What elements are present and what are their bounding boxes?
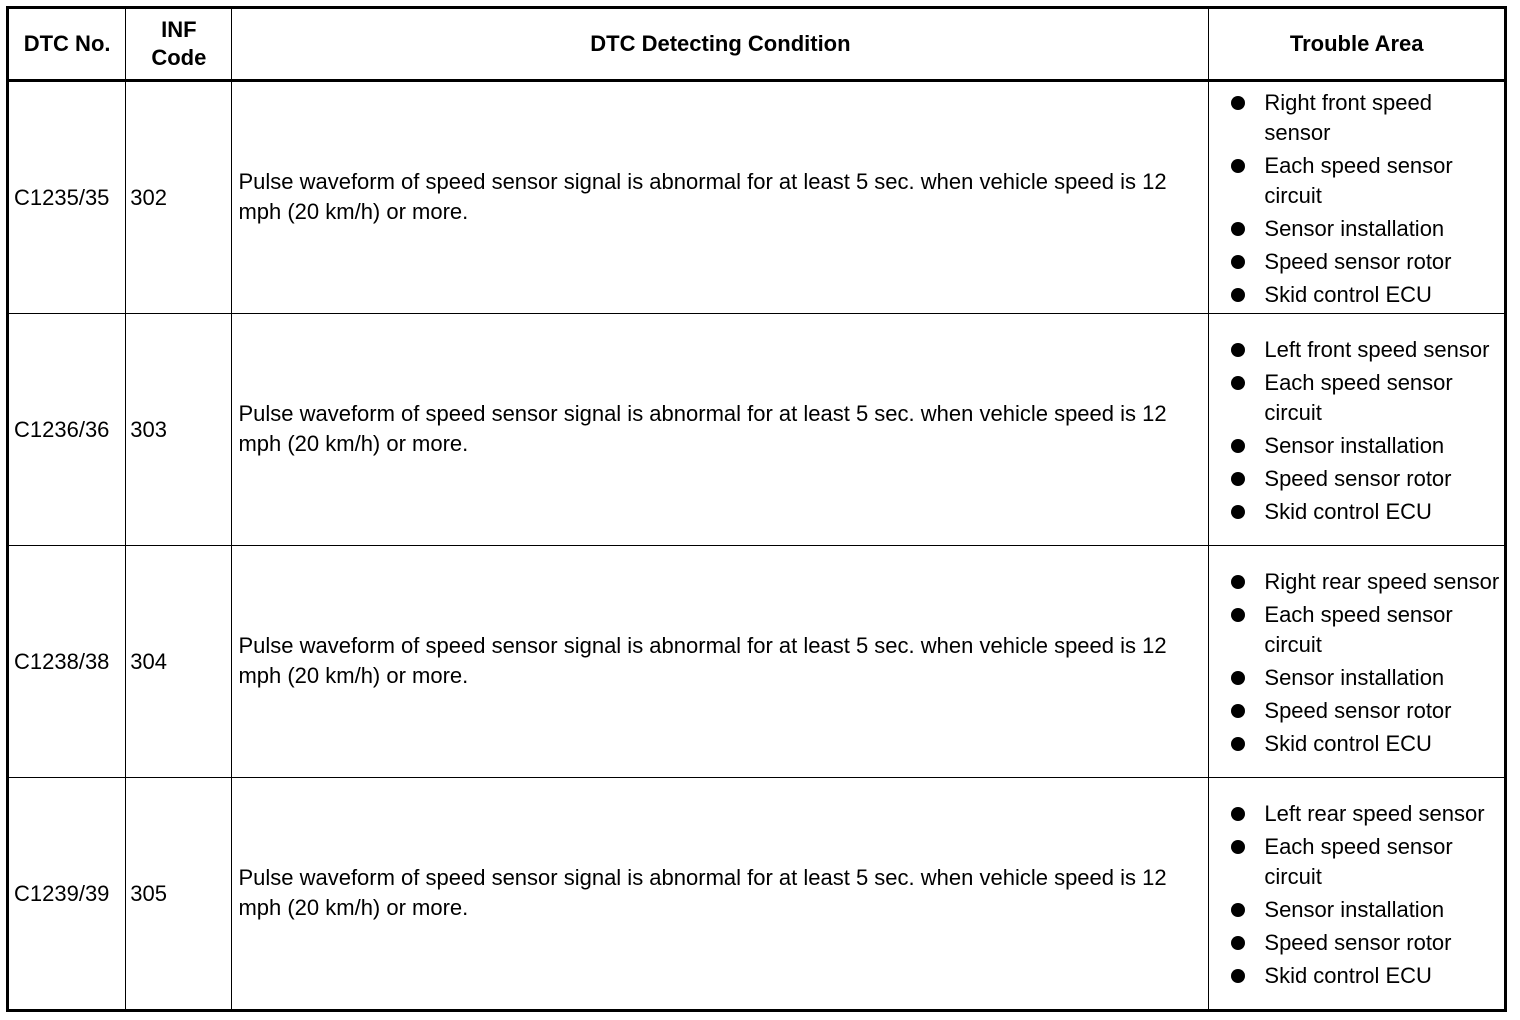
- trouble-area-item: [1209, 214, 1504, 244]
- trouble-area-item: [1209, 280, 1504, 310]
- table-row: [8, 546, 1506, 778]
- trouble-area-text: Right front speed sensor: [1264, 90, 1432, 145]
- trouble-area-item: [1209, 961, 1504, 991]
- bullet-icon: [1231, 807, 1245, 821]
- dtc-table: [6, 6, 1507, 1012]
- inf-code-cell: 303: [126, 314, 232, 546]
- trouble-area-text: Sensor installation: [1264, 216, 1445, 241]
- trouble-area-item: [1209, 663, 1504, 693]
- trouble-area-text: Each speed sensor circuit: [1264, 153, 1453, 208]
- trouble-area-item: [1209, 151, 1504, 211]
- header-condition: DTC Detecting Condition: [232, 8, 1209, 81]
- trouble-area-text: Speed sensor rotor: [1264, 930, 1452, 955]
- trouble-area-text: Speed sensor rotor: [1264, 466, 1452, 491]
- trouble-area-text: Each speed sensor circuit: [1264, 602, 1453, 657]
- trouble-area-list: [1209, 82, 1504, 310]
- bullet-icon: [1231, 903, 1245, 917]
- condition-cell: [232, 314, 1209, 546]
- dtc-cell: C1238/38: [8, 546, 126, 778]
- condition-cell: [232, 81, 1209, 314]
- table-row: [8, 81, 1506, 314]
- bullet-icon: [1231, 936, 1245, 950]
- condition-text: Pulse waveform of speed sensor signal is abnormal for at least 5 sec. when vehicle speed is 12 mph (20 km/h) or more.: [238, 864, 1167, 920]
- bullet-icon: [1231, 376, 1245, 390]
- trouble-area-item: [1209, 497, 1504, 527]
- trouble-area-text: Sensor installation: [1264, 433, 1445, 458]
- bullet-icon: [1231, 840, 1245, 854]
- bullet-icon: [1231, 96, 1245, 110]
- condition-cell: [232, 546, 1209, 778]
- trouble-area-item: [1209, 368, 1504, 428]
- trouble-area-text: Skid control ECU: [1264, 963, 1432, 988]
- inf-code-cell: 302: [126, 81, 232, 314]
- header-row: [8, 8, 1506, 81]
- trouble-area-text: Each speed sensor circuit: [1264, 370, 1453, 425]
- trouble-area-text: Sensor installation: [1264, 897, 1445, 922]
- trouble-area-list: [1209, 329, 1504, 527]
- inf-code-cell: 304: [126, 546, 232, 778]
- trouble-area-text: Speed sensor rotor: [1264, 698, 1452, 723]
- bullet-icon: [1231, 505, 1245, 519]
- trouble-area-text: Skid control ECU: [1264, 499, 1432, 524]
- bullet-icon: [1231, 439, 1245, 453]
- bullet-icon: [1231, 288, 1245, 302]
- condition-text: Pulse waveform of speed sensor signal is abnormal for at least 5 sec. when vehicle speed is 12 mph (20 km/h) or more.: [238, 632, 1167, 688]
- bullet-icon: [1231, 255, 1245, 269]
- trouble-area-list: [1209, 793, 1504, 991]
- dtc-cell: C1236/36: [8, 314, 126, 546]
- trouble-area-cell: [1209, 778, 1506, 1011]
- trouble-area-item: [1209, 832, 1504, 892]
- trouble-area-item: [1209, 928, 1504, 958]
- trouble-area-cell: [1209, 314, 1506, 546]
- bullet-icon: [1231, 222, 1245, 236]
- bullet-icon: [1231, 704, 1245, 718]
- trouble-area-cell: [1209, 546, 1506, 778]
- bullet-icon: [1231, 737, 1245, 751]
- bullet-icon: [1231, 343, 1245, 357]
- bullet-icon: [1231, 969, 1245, 983]
- trouble-area-text: Right rear speed sensor: [1264, 569, 1500, 594]
- table-header: [8, 8, 1506, 81]
- header-inf-code: [126, 8, 232, 81]
- table-body: [8, 81, 1506, 1011]
- trouble-area-text: Left front speed sensor: [1264, 337, 1490, 362]
- condition-cell: [232, 778, 1209, 1011]
- dtc-cell: C1235/35: [8, 81, 126, 314]
- trouble-area-text: Skid control ECU: [1264, 731, 1432, 756]
- header-inf-code-line2: Code: [151, 45, 207, 70]
- trouble-area-text: Each speed sensor circuit: [1264, 834, 1453, 889]
- bullet-icon: [1231, 608, 1245, 622]
- bullet-icon: [1231, 159, 1245, 173]
- bullet-icon: [1231, 575, 1245, 589]
- header-inf-code-line1: INF: [161, 17, 197, 42]
- trouble-area-item: [1209, 335, 1504, 365]
- trouble-area-item: [1209, 895, 1504, 925]
- bullet-icon: [1231, 671, 1245, 685]
- trouble-area-item: [1209, 729, 1504, 759]
- trouble-area-text: Left rear speed sensor: [1264, 801, 1485, 826]
- trouble-area-item: [1209, 600, 1504, 660]
- trouble-area-item: [1209, 567, 1504, 597]
- trouble-area-list: [1209, 561, 1504, 759]
- condition-text: Pulse waveform of speed sensor signal is abnormal for at least 5 sec. when vehicle speed is 12 mph (20 km/h) or more.: [238, 400, 1167, 456]
- table-row: [8, 778, 1506, 1011]
- condition-text: Pulse waveform of speed sensor signal is abnormal for at least 5 sec. when vehicle speed is 12 mph (20 km/h) or more.: [238, 168, 1167, 224]
- table-row: [8, 314, 1506, 546]
- header-dtc-no: DTC No.: [8, 8, 126, 81]
- trouble-area-text: Speed sensor rotor: [1264, 249, 1452, 274]
- trouble-area-item: [1209, 247, 1504, 277]
- trouble-area-item: [1209, 799, 1504, 829]
- trouble-area-cell: [1209, 81, 1506, 314]
- dtc-cell: C1239/39: [8, 778, 126, 1011]
- trouble-area-item: [1209, 464, 1504, 494]
- trouble-area-text: Skid control ECU: [1264, 282, 1432, 307]
- bullet-icon: [1231, 472, 1245, 486]
- trouble-area-text: Sensor installation: [1264, 665, 1445, 690]
- inf-code-cell: 305: [126, 778, 232, 1011]
- trouble-area-item: [1209, 431, 1504, 461]
- trouble-area-item: [1209, 696, 1504, 726]
- header-trouble-area: Trouble Area: [1209, 8, 1506, 81]
- trouble-area-item: [1209, 88, 1504, 148]
